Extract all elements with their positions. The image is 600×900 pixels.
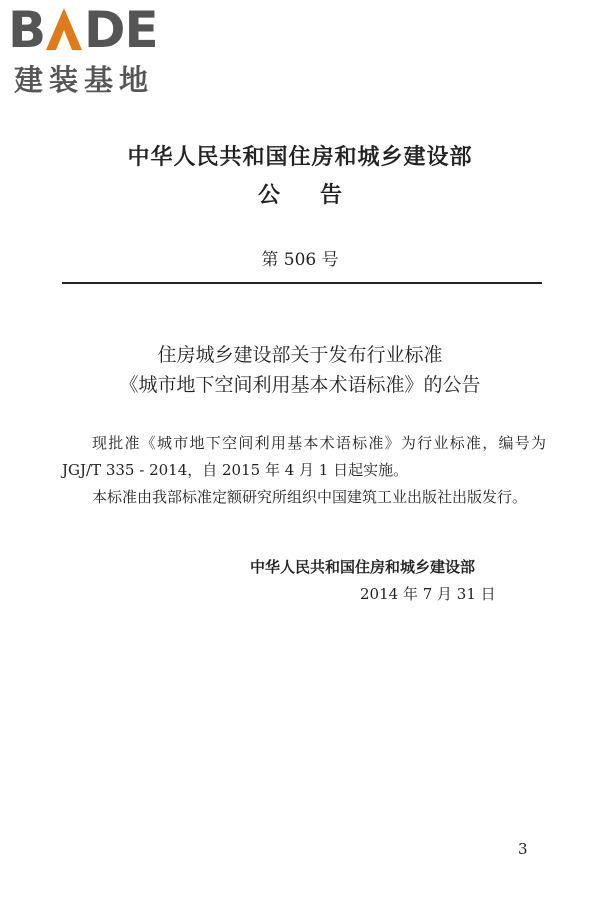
signature-date: 2014 年 7 月 31 日	[360, 585, 496, 603]
ministry-name: 中华人民共和国住房和城乡建设部	[127, 145, 473, 170]
svg-text:B: B	[8, 4, 46, 54]
heading-line-2: 《城市地下空间利用基本术语标准》的公告	[119, 374, 481, 396]
announcement-heading	[0, 340, 600, 400]
paragraph-approval: 现批准《城市地下空间利用基本术语标准》为行业标准，编号为 JGJ/T 335 - 2014，自 2015 年 4 月 1 日起实施。	[62, 434, 546, 479]
heading-line-1: 住房城乡建设部关于发布行业标准	[157, 344, 443, 366]
bade-logo-mark	[8, 4, 178, 54]
page-number: 3	[518, 840, 528, 858]
signature-organization: 中华人民共和国住房和城乡建设部	[250, 558, 476, 576]
document-title: 公告	[257, 183, 382, 208]
horizontal-rule	[62, 282, 542, 284]
logo-subtitle: 建装基地	[14, 63, 155, 97]
paragraph-publication: 本标准由我部标准定额研究所组织中国建筑工业出版社出版发行。	[92, 488, 528, 506]
bade-logo	[8, 4, 178, 97]
svg-text:DE: DE	[84, 4, 158, 54]
document-number: 第 506 号	[261, 250, 339, 270]
